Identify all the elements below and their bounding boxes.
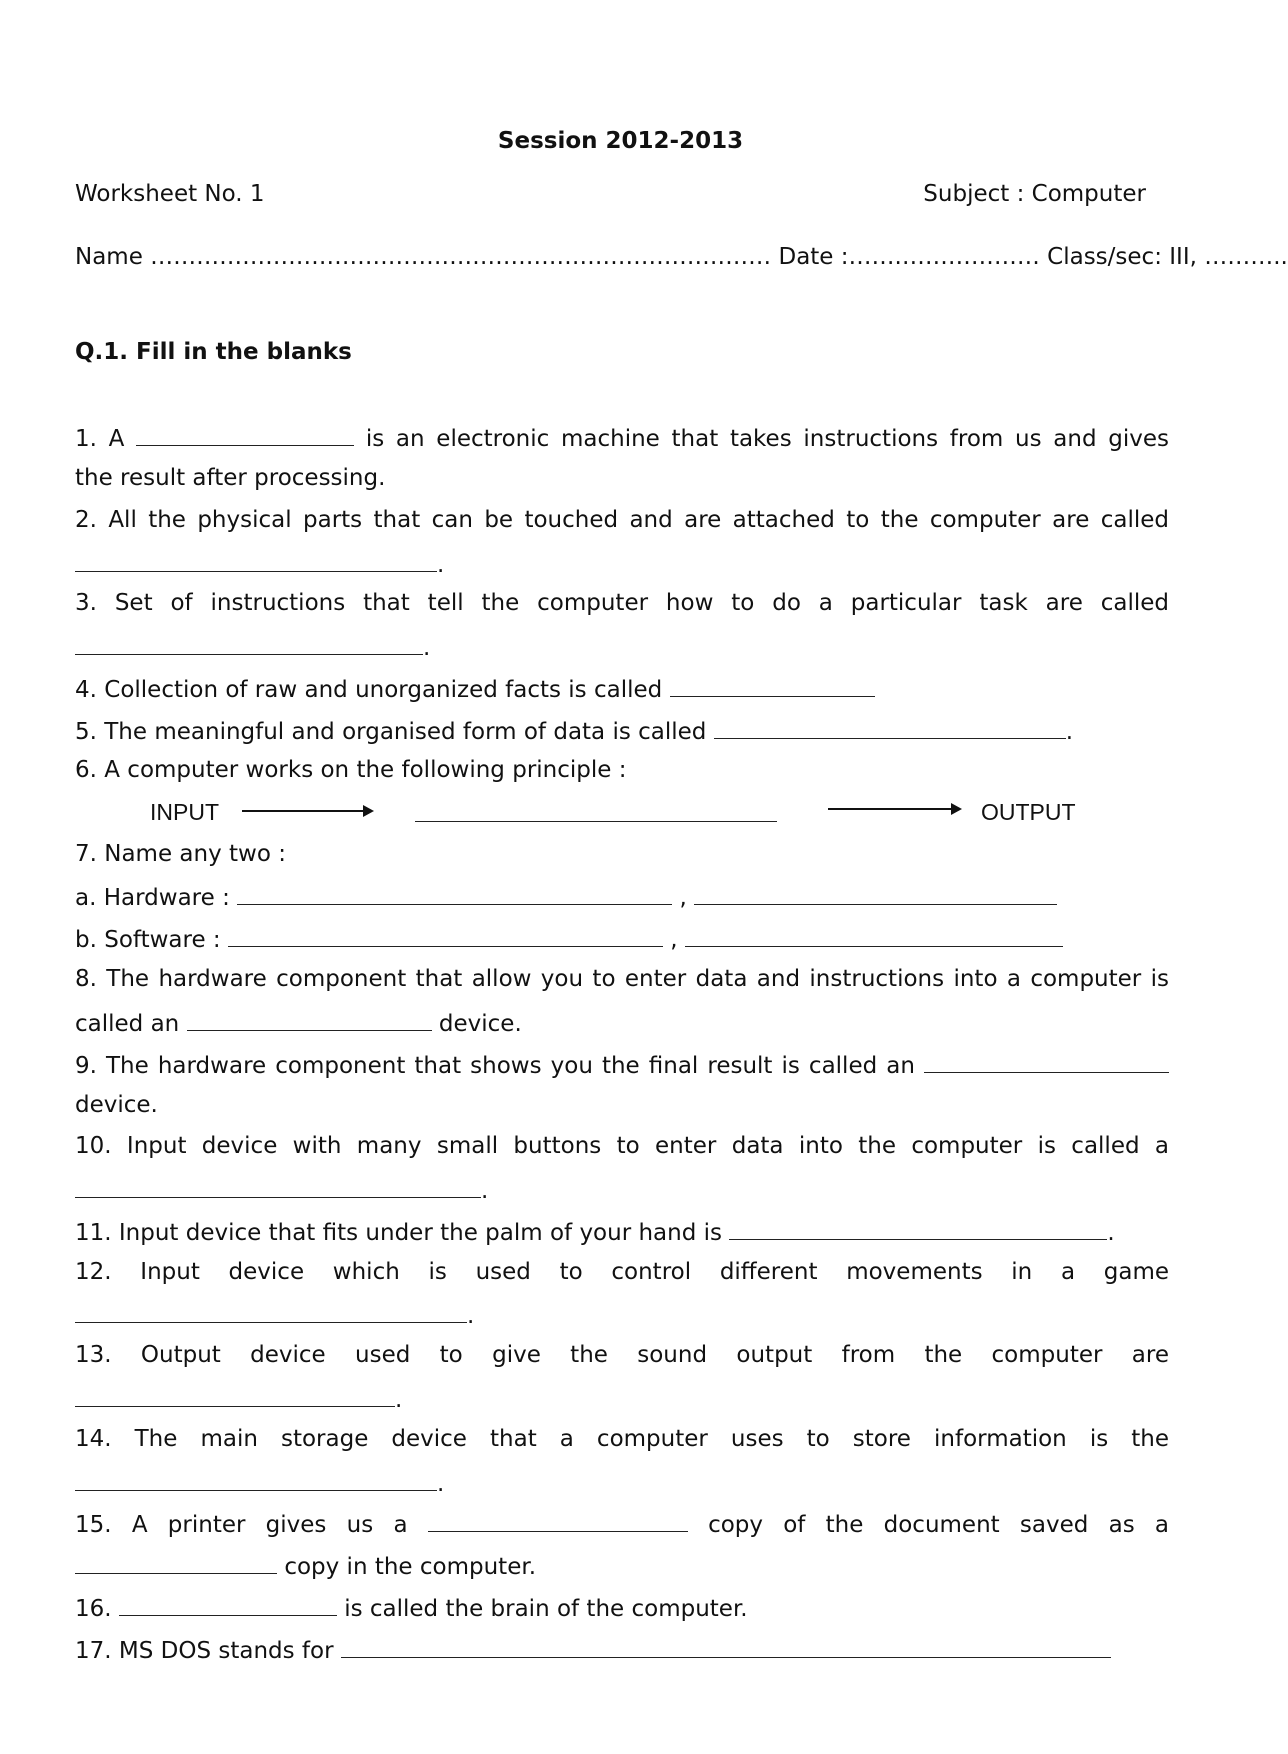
answer-blank-14[interactable]: [75, 1468, 437, 1491]
question-6: 6. A computer works on the following principle :: [75, 757, 627, 783]
name-row: [75, 244, 1288, 270]
answer-blank-10[interactable]: [75, 1175, 481, 1198]
answer-blank-2[interactable]: [75, 549, 437, 572]
name-field[interactable]: ………………………………………………………………………: [150, 244, 772, 270]
arrow-right-icon: [828, 808, 960, 810]
question-17: 17. MS DOS stands for: [75, 1635, 1111, 1664]
question-12-line-1: 12. Input device which is used to control different movements in a game: [75, 1259, 1169, 1285]
question-11: 11. Input device that fits under the palm of your hand is .: [75, 1217, 1115, 1246]
question-4: 4. Collection of raw and unorganized facts is called: [75, 674, 875, 703]
subject-label: Subject : Computer: [923, 181, 1146, 207]
answer-blank-7b-2[interactable]: [685, 924, 1063, 947]
answer-blank-6[interactable]: [415, 799, 777, 822]
section-title: Q.1. Fill in the blanks: [75, 339, 352, 365]
date-field[interactable]: …….………………: [848, 244, 1040, 270]
question-13-line-2: .: [75, 1384, 402, 1413]
question-15-line-2: copy in the computer.: [75, 1551, 536, 1580]
answer-blank-16[interactable]: [119, 1593, 337, 1616]
answer-blank-9[interactable]: [924, 1050, 1169, 1073]
input-label: INPUT: [150, 799, 219, 825]
answer-blank-5[interactable]: [714, 716, 1066, 739]
question-1-line-1: 1. A is an electronic machine that takes instructions from us and gives: [75, 423, 1169, 452]
answer-blank-3[interactable]: [75, 632, 423, 655]
question-3-line-1: 3. Set of instructions that tell the computer how to do a particular task are called: [75, 590, 1169, 616]
answer-blank-13[interactable]: [75, 1384, 395, 1407]
question-14-line-1: 14. The main storage device that a computer uses to store information is the: [75, 1426, 1169, 1452]
answer-blank-11[interactable]: [729, 1217, 1107, 1240]
question-5: 5. The meaningful and organised form of data is called .: [75, 716, 1073, 745]
question-16: 16. is called the brain of the computer.: [75, 1593, 748, 1622]
worksheet-number: Worksheet No. 1: [75, 181, 265, 207]
question-7b: b. Software : ,: [75, 924, 1063, 953]
question-2-line-1: 2. All the physical parts that can be touched and are attached to the computer are called: [75, 507, 1169, 533]
question-7: 7. Name any two :: [75, 841, 286, 867]
answer-blank-15b[interactable]: [75, 1551, 277, 1574]
answer-blank-7a-2[interactable]: [694, 882, 1057, 905]
answer-blank-1[interactable]: [136, 423, 354, 446]
answer-blank-8[interactable]: [187, 1008, 432, 1031]
question-10-line-1: 10. Input device with many small buttons to enter data into the computer is called a: [75, 1133, 1169, 1159]
question-14-line-2: .: [75, 1468, 444, 1497]
question-8-line-2: called an device.: [75, 1008, 522, 1037]
question-12-line-2: .: [75, 1300, 474, 1329]
question-15-line-1: 15. A printer gives us a copy of the document saved as a: [75, 1509, 1169, 1538]
output-label: OUTPUT: [981, 799, 1076, 825]
answer-blank-12[interactable]: [75, 1300, 467, 1323]
answer-blank-7a-1[interactable]: [237, 882, 672, 905]
question-8-line-1: 8. The hardware component that allow you to enter data and instructions into a computer is: [75, 966, 1169, 992]
question-9-line-2: device.: [75, 1092, 158, 1118]
answer-blank-4[interactable]: [670, 674, 875, 697]
arrow-right-icon: [242, 810, 372, 812]
question-2-line-2: .: [75, 549, 444, 578]
answer-blank-15a[interactable]: [428, 1509, 688, 1532]
question-1-line-2: the result after processing.: [75, 465, 386, 491]
question-10-line-2: .: [75, 1175, 488, 1204]
question-9-line-1: 9. The hardware component that shows you the final result is called an: [75, 1050, 1169, 1079]
question-13-line-1: 13. Output device used to give the sound output from the computer are: [75, 1342, 1169, 1368]
session-title: Session 2012-2013: [497, 128, 744, 154]
question-3-line-2: .: [75, 632, 430, 661]
class-label: Class/sec: III, ………..: [1047, 244, 1288, 270]
question-7a: a. Hardware : ,: [75, 882, 1057, 911]
answer-blank-17[interactable]: [341, 1635, 1111, 1658]
date-label: Date :: [778, 244, 849, 270]
answer-blank-7b-1[interactable]: [228, 924, 663, 947]
name-label: Name: [75, 244, 143, 270]
